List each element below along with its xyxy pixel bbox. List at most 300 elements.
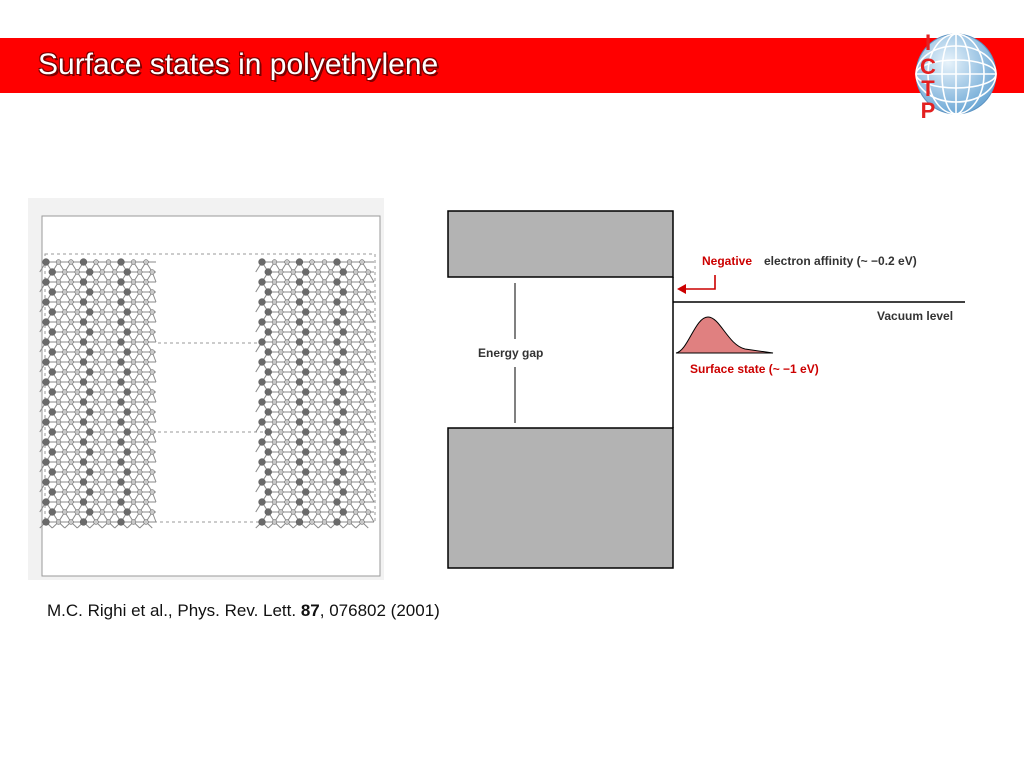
carbon-atom [334,519,341,526]
hydrogen-atom [366,510,371,515]
hydrogen-atom [322,400,327,405]
hydrogen-atom [100,410,105,415]
carbon-atom [302,309,309,316]
hydrogen-atom [353,390,358,395]
hydrogen-atom [69,340,74,345]
carbon-atom [43,499,50,506]
carbon-atom [296,299,303,306]
hydrogen-atom [278,470,283,475]
carbon-atom [259,379,266,386]
hydrogen-atom [278,510,283,515]
hydrogen-atom [278,350,283,355]
hydrogen-atom [69,260,74,265]
hydrogen-atom [137,370,142,375]
carbon-atom [118,519,125,526]
hydrogen-atom [106,380,111,385]
hydrogen-atom [360,320,365,325]
hydrogen-atom [69,440,74,445]
hydrogen-atom [347,400,352,405]
hydrogen-atom [69,480,74,485]
carbon-atom [259,259,266,266]
hydrogen-atom [75,470,80,475]
hydrogen-atom [310,280,315,285]
carbon-atom [49,269,56,276]
carbon-atom [265,289,272,296]
carbon-atom [118,319,125,326]
carbon-atom [296,319,303,326]
carbon-atom [302,469,309,476]
hydrogen-atom [291,310,296,315]
hydrogen-atom [62,370,67,375]
hydrogen-atom [291,490,296,495]
hydrogen-atom [366,350,371,355]
hydrogen-atom [100,290,105,295]
hydrogen-atom [291,330,296,335]
hydrogen-atom [112,270,117,275]
hydrogen-atom [94,380,99,385]
hydrogen-atom [106,520,111,525]
band-diagram [440,205,980,580]
hydrogen-atom [353,510,358,515]
hydrogen-atom [56,260,61,265]
hydrogen-atom [291,510,296,515]
carbon-atom [302,509,309,516]
hydrogen-atom [69,320,74,325]
carbon-atom [80,279,87,286]
arrow-head-icon [677,284,686,294]
hydrogen-atom [316,290,321,295]
affinity-arrow [684,275,715,289]
carbon-atom [43,359,50,366]
carbon-atom [296,499,303,506]
carbon-atom [86,509,93,516]
hydrogen-atom [272,340,277,345]
carbon-atom [86,409,93,416]
carbon-atom [265,349,272,356]
hydrogen-atom [322,280,327,285]
carbon-atom [43,459,50,466]
logo-letter-i: I [924,30,932,55]
carbon-atom [86,429,93,436]
carbon-atom [265,329,272,336]
hydrogen-atom [316,370,321,375]
hydrogen-atom [366,450,371,455]
citation [47,601,440,621]
carbon-atom [302,289,309,296]
hydrogen-atom [285,480,290,485]
carbon-atom [118,439,125,446]
carbon-atom [259,339,266,346]
hydrogen-atom [272,300,277,305]
hydrogen-atom [112,510,117,515]
hydrogen-atom [360,500,365,505]
hydrogen-atom [272,480,277,485]
hydrogen-atom [137,390,142,395]
hydrogen-atom [137,290,142,295]
hydrogen-atom [366,470,371,475]
carbon-atom [118,499,125,506]
hydrogen-atom [347,280,352,285]
hydrogen-atom [144,480,149,485]
hydrogen-atom [347,440,352,445]
hydrogen-atom [328,390,333,395]
hydrogen-atom [278,290,283,295]
carbon-atom [296,459,303,466]
carbon-atom [265,489,272,496]
hydrogen-atom [366,270,371,275]
carbon-atom [259,459,266,466]
hydrogen-atom [310,420,315,425]
carbon-atom [334,339,341,346]
carbon-atom [265,449,272,456]
hydrogen-atom [353,350,358,355]
hydrogen-atom [112,390,117,395]
carbon-atom [340,269,347,276]
hydrogen-atom [62,430,67,435]
hydrogen-atom [106,480,111,485]
hydrogen-atom [353,330,358,335]
logo-letter-p: P [920,98,936,122]
hydrogen-atom [100,330,105,335]
hydrogen-atom [285,420,290,425]
hydrogen-atom [360,300,365,305]
carbon-atom [265,469,272,476]
hydrogen-atom [310,400,315,405]
hydrogen-atom [62,490,67,495]
hydrogen-atom [144,520,149,525]
carbon-atom [296,359,303,366]
hydrogen-atom [75,410,80,415]
hydrogen-atom [291,390,296,395]
hydrogen-atom [353,470,358,475]
hydrogen-atom [316,330,321,335]
carbon-atom [124,469,131,476]
carbon-atom [340,449,347,456]
carbon-atom [265,409,272,416]
hydrogen-atom [137,330,142,335]
hydrogen-atom [75,450,80,455]
energy-gap-label: Energy gap [478,346,544,360]
carbon-atom [86,389,93,396]
carbon-atom [86,269,93,276]
carbon-atom [80,319,87,326]
carbon-atom [49,349,56,356]
hydrogen-atom [310,300,315,305]
carbon-atom [49,289,56,296]
carbon-atom [340,509,347,516]
carbon-atom [296,379,303,386]
carbon-atom [86,289,93,296]
carbon-atom [43,379,50,386]
hydrogen-atom [112,350,117,355]
carbon-atom [265,369,272,376]
hydrogen-atom [278,310,283,315]
hydrogen-atom [347,260,352,265]
hydrogen-atom [272,460,277,465]
hydrogen-atom [360,340,365,345]
hydrogen-atom [106,500,111,505]
carbon-atom [124,329,131,336]
carbon-atom [43,259,50,266]
hydrogen-atom [131,440,136,445]
hydrogen-atom [360,520,365,525]
hydrogen-atom [112,430,117,435]
carbon-atom [43,299,50,306]
carbon-atom [302,329,309,336]
hydrogen-atom [100,310,105,315]
carbon-atom [296,399,303,406]
carbon-atom [124,409,131,416]
hydrogen-atom [310,480,315,485]
hydrogen-atom [360,420,365,425]
hydrogen-atom [150,270,155,275]
carbon-atom [334,479,341,486]
carbon-atom [124,349,131,356]
carbon-atom [49,489,56,496]
hydrogen-atom [100,490,105,495]
hydrogen-atom [62,470,67,475]
hydrogen-atom [94,520,99,525]
hydrogen-atom [353,370,358,375]
hydrogen-atom [360,260,365,265]
hydrogen-atom [353,290,358,295]
hydrogen-atom [106,280,111,285]
carbon-atom [334,259,341,266]
hydrogen-atom [131,340,136,345]
hydrogen-atom [100,470,105,475]
hydrogen-atom [316,490,321,495]
hydrogen-atom [278,450,283,455]
carbon-atom [118,479,125,486]
hydrogen-atom [144,400,149,405]
hydrogen-atom [278,330,283,335]
hydrogen-atom [75,510,80,515]
carbon-atom [265,429,272,436]
carbon-atom [302,409,309,416]
carbon-atom [43,439,50,446]
hydrogen-atom [56,420,61,425]
hydrogen-atom [272,400,277,405]
hydrogen-atom [150,430,155,435]
hydrogen-atom [137,430,142,435]
hydrogen-atom [328,310,333,315]
carbon-atom [334,379,341,386]
hydrogen-atom [112,290,117,295]
hydrogen-atom [69,420,74,425]
hydrogen-atom [291,450,296,455]
hydrogen-atom [94,320,99,325]
hydrogen-atom [150,450,155,455]
carbon-atom [49,509,56,516]
hydrogen-atom [131,300,136,305]
hydrogen-atom [137,310,142,315]
carbon-atom [259,499,266,506]
citation-prefix: M.C. Righi et al., Phys. Rev. Lett. [47,601,301,620]
hydrogen-atom [291,350,296,355]
hydrogen-atom [112,310,117,315]
hydrogen-atom [112,370,117,375]
hydrogen-atom [322,440,327,445]
hydrogen-atom [150,350,155,355]
hydrogen-atom [112,490,117,495]
hydrogen-atom [328,430,333,435]
hydrogen-atom [75,430,80,435]
hydrogen-atom [347,420,352,425]
carbon-atom [259,399,266,406]
hydrogen-atom [347,300,352,305]
carbon-atom [302,389,309,396]
hydrogen-atom [69,280,74,285]
negative-label: Negative [702,254,753,268]
hydrogen-atom [322,420,327,425]
hydrogen-atom [278,410,283,415]
hydrogen-atom [272,360,277,365]
hydrogen-atom [137,470,142,475]
hydrogen-atom [94,480,99,485]
carbon-atom [43,519,50,526]
vacuum-level-label: Vacuum level [877,309,954,323]
carbon-atom [124,509,131,516]
hydrogen-atom [316,510,321,515]
carbon-atom [265,509,272,516]
carbon-atom [118,339,125,346]
hydrogen-atom [285,440,290,445]
hydrogen-atom [322,380,327,385]
carbon-atom [118,299,125,306]
hydrogen-atom [144,280,149,285]
hydrogen-atom [150,510,155,515]
conduction-band [448,211,673,277]
hydrogen-atom [322,260,327,265]
hydrogen-atom [69,520,74,525]
carbon-atom [43,399,50,406]
carbon-atom [49,449,56,456]
carbon-atom [265,389,272,396]
carbon-atom [118,459,125,466]
hydrogen-atom [316,450,321,455]
hydrogen-atom [278,390,283,395]
hydrogen-atom [62,410,67,415]
hydrogen-atom [291,290,296,295]
hydrogen-atom [278,490,283,495]
hydrogen-atom [137,490,142,495]
carbon-atom [43,319,50,326]
hydrogen-atom [366,330,371,335]
carbon-atom [340,389,347,396]
hydrogen-atom [322,460,327,465]
hydrogen-atom [285,360,290,365]
hydrogen-atom [316,270,321,275]
carbon-atom [340,369,347,376]
carbon-atom [43,279,50,286]
hydrogen-atom [328,490,333,495]
carbon-atom [296,439,303,446]
hydrogen-atom [100,370,105,375]
hydrogen-atom [137,410,142,415]
hydrogen-atom [144,340,149,345]
carbon-atom [86,469,93,476]
carbon-atom [259,419,266,426]
carbon-atom [124,269,131,276]
hydrogen-atom [285,280,290,285]
hydrogen-atom [69,500,74,505]
carbon-atom [334,499,341,506]
hydrogen-atom [137,510,142,515]
hydrogen-atom [62,350,67,355]
hydrogen-atom [322,480,327,485]
hydrogen-atom [291,410,296,415]
carbon-atom [86,369,93,376]
hydrogen-atom [366,310,371,315]
carbon-atom [118,379,125,386]
carbon-atom [334,279,341,286]
carbon-atom [259,319,266,326]
hydrogen-atom [366,290,371,295]
hydrogen-atom [56,440,61,445]
hydrogen-atom [137,270,142,275]
hydrogen-atom [62,270,67,275]
hydrogen-atom [291,470,296,475]
carbon-atom [302,429,309,436]
carbon-atom [259,359,266,366]
hydrogen-atom [310,440,315,445]
hydrogen-atom [272,420,277,425]
hydrogen-atom [353,450,358,455]
hydrogen-atom [69,380,74,385]
carbon-atom [296,279,303,286]
hydrogen-atom [278,270,283,275]
hydrogen-atom [137,450,142,455]
hydrogen-atom [94,460,99,465]
title-bar [0,38,1024,93]
hydrogen-atom [150,410,155,415]
hydrogen-atom [322,500,327,505]
carbon-atom [118,259,125,266]
hydrogen-atom [106,320,111,325]
hydrogen-atom [272,260,277,265]
carbon-atom [340,289,347,296]
carbon-atom [334,399,341,406]
hydrogen-atom [347,320,352,325]
hydrogen-atom [75,310,80,315]
carbon-atom [334,299,341,306]
carbon-atom [340,469,347,476]
hydrogen-atom [56,400,61,405]
carbon-atom [49,409,56,416]
hydrogen-atom [94,420,99,425]
hydrogen-atom [131,380,136,385]
carbon-atom [86,489,93,496]
hydrogen-atom [100,450,105,455]
hydrogen-atom [75,370,80,375]
citation-suffix: , 076802 (2001) [319,601,440,620]
hydrogen-atom [347,360,352,365]
hydrogen-atom [112,470,117,475]
carbon-atom [259,479,266,486]
hydrogen-atom [328,470,333,475]
hydrogen-atom [100,350,105,355]
hydrogen-atom [347,520,352,525]
hydrogen-atom [94,260,99,265]
hydrogen-atom [347,380,352,385]
hydrogen-atom [353,430,358,435]
hydrogen-atom [144,300,149,305]
hydrogen-atom [150,290,155,295]
carbon-atom [80,299,87,306]
hydrogen-atom [94,500,99,505]
hydrogen-atom [285,300,290,305]
hydrogen-atom [316,410,321,415]
